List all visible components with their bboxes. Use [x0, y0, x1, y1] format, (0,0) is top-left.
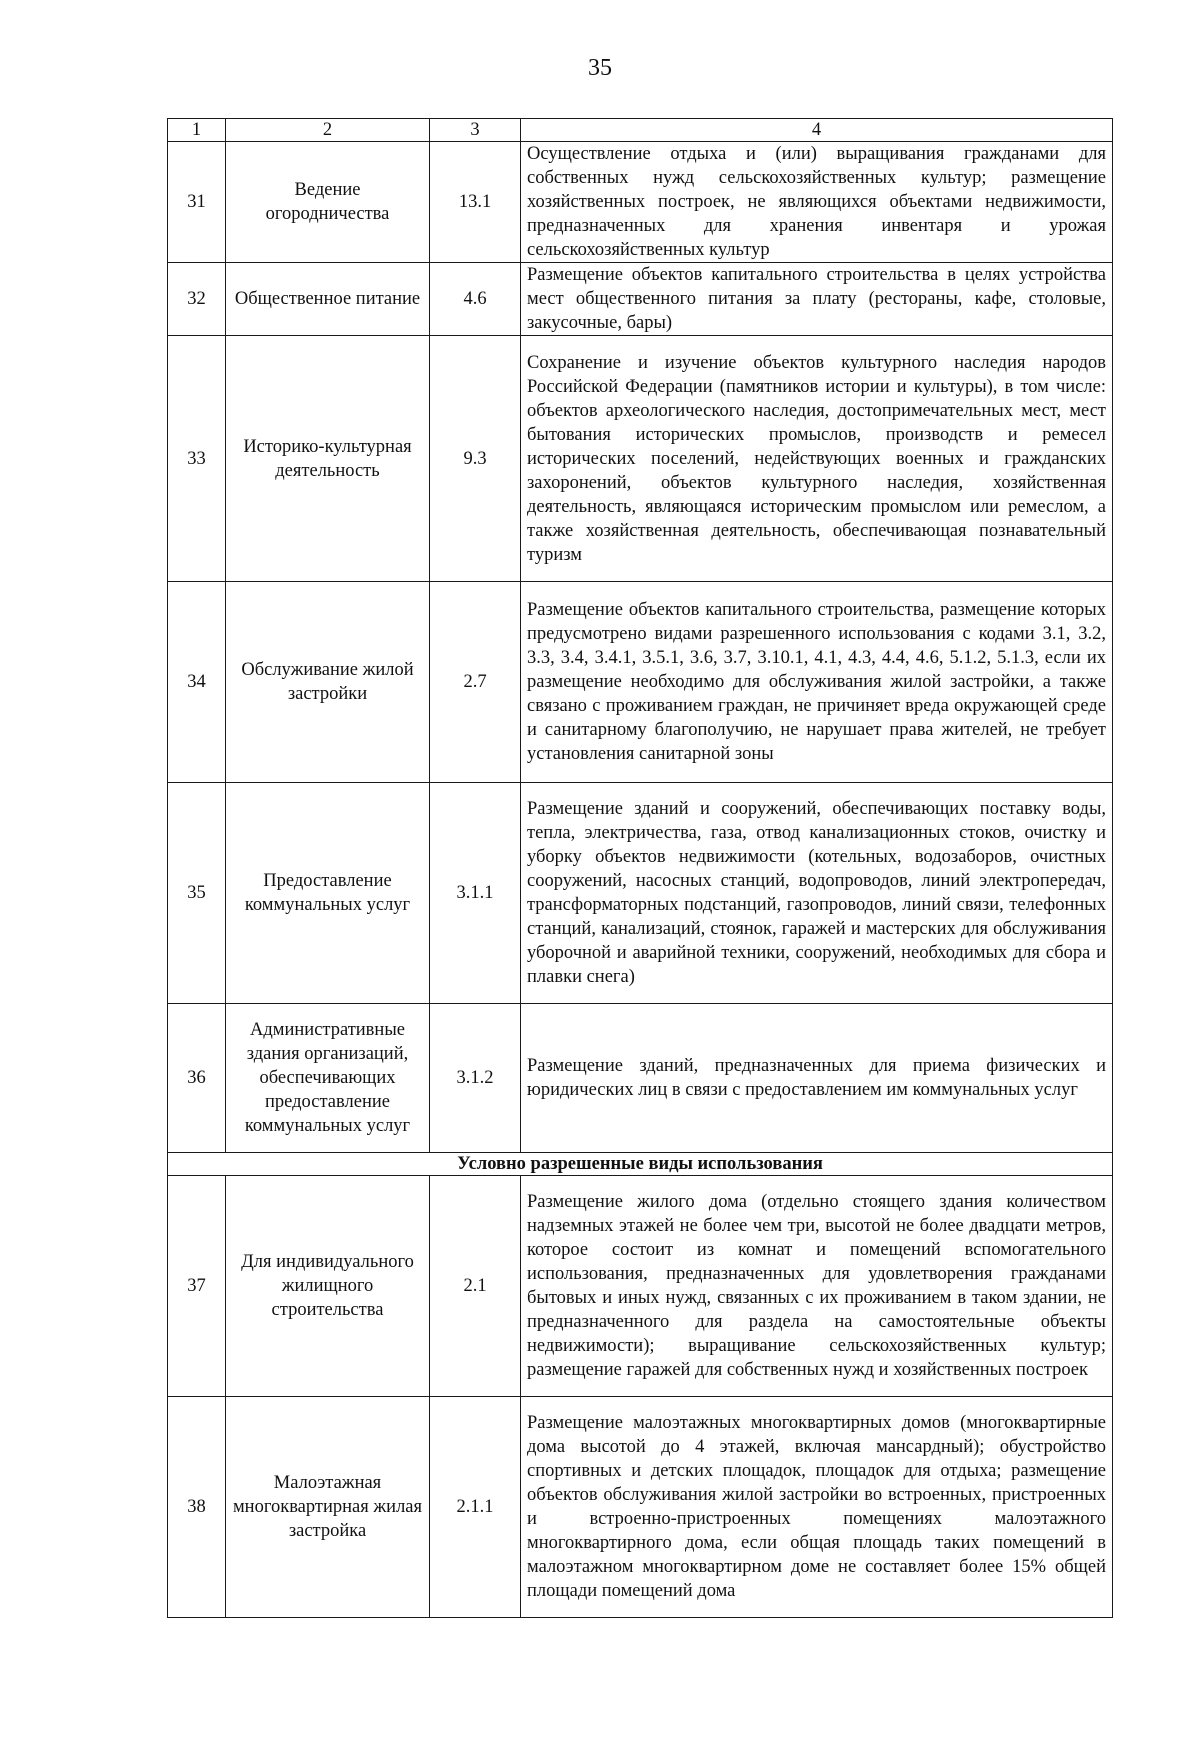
use-type-code: 9.3: [430, 336, 521, 582]
use-type-description: Размещение зданий и сооружений, обеспечивающих поставку воды, тепла, электричества, газа, отвод канализационных стоков, очистку и уборку объектов недвижимости (котельных, водозаборов, очистных сооружений, насосных станций, водопроводов, линий электропередач, трансформаторных подстанций, газопроводов, линий связи, телефонных станций, канализаций, стоянок, гаражей и мастерских для обслуживания уборочной и аварийной техники, сооружений, необходимых для сбора и плавки снега): [521, 783, 1113, 1004]
use-type-description: Размещение малоэтажных многоквартирных домов (многоквартирные дома высотой до 4 этажей, включая мансардный); обустройство спортивных и детских площадок, площадок для отдыха; размещение объектов обслуживания жилой застройки во встроенных, пристроенных и встроенно-пристроенных помещениях малоэтажного многоквартирного дома, если общая площадь таких помещений в малоэтажном многоквартирном доме не составляет более 15% общей площади помещений дома: [521, 1397, 1113, 1618]
table-row: [168, 263, 1113, 336]
use-type-name: Обслуживание жилой застройки: [226, 582, 430, 783]
use-type-description: Размещение жилого дома (отдельно стоящего здания количеством надземных этажей не более чем три, высотой не более двадцати метров, которое состоит из комнат и помещений вспомогательного использования, предназначенных для удовлетворения гражданами бытовых и иных нужд, связанных с их проживанием в таком здании, не предназначенного для раздела на самостоятельные объекты недвижимости); выращивание сельскохозяйственных культур; размещение гаражей для собственных нужд и хозяйственных построек: [521, 1176, 1113, 1397]
row-number: 38: [168, 1397, 226, 1618]
row-number: 32: [168, 263, 226, 336]
section-header-row: [168, 1153, 1113, 1176]
row-number: 34: [168, 582, 226, 783]
table-row: [168, 1004, 1113, 1153]
row-number: 36: [168, 1004, 226, 1153]
use-type-name: Для индивидуального жилищного строительства: [226, 1176, 430, 1397]
page-number: 35: [588, 55, 612, 81]
use-type-name: Историко-культурная деятельность: [226, 336, 430, 582]
use-type-code: 3.1.1: [430, 783, 521, 1004]
row-number: 33: [168, 336, 226, 582]
use-type-code: 2.1: [430, 1176, 521, 1397]
use-type-description: Размещение зданий, предназначенных для приема физических и юридических лиц в связи с предоставлением им коммунальных услуг: [521, 1004, 1113, 1153]
column-header-1: 1: [168, 119, 226, 142]
table-row: [168, 142, 1113, 263]
use-type-code: 3.1.2: [430, 1004, 521, 1153]
table-row: [168, 783, 1113, 1004]
column-header-2: 2: [226, 119, 430, 142]
use-type-description: Сохранение и изучение объектов культурного наследия народов Российской Федерации (памятников истории и культуры), в том числе: объектов археологического наследия, достопримечательных мест, мест бытования исторических промыслов, производств и ремесел исторических поселений, недействующих военных и гражданских захоронений, объектов культурного наследия, хозяйственная деятельность, являющаяся историческим промыслом или ремеслом, а также хозяйственная деятельность, обеспечивающая познавательный туризм: [521, 336, 1113, 582]
land-use-table: [167, 118, 1113, 1618]
use-type-description: Осуществление отдыха и (или) выращивания гражданами для собственных нужд сельскохозяйственных культур; размещение хозяйственных построек, не являющихся объектами недвижимости, предназначенных для хранения инвентаря и урожая сельскохозяйственных культур: [521, 142, 1113, 263]
use-type-code: 4.6: [430, 263, 521, 336]
use-type-description: Размещение объектов капитального строительства, размещение которых предусмотрено видами разрешенного использования с кодами 3.1, 3.2, 3.3, 3.4, 3.4.1, 3.5.1, 3.6, 3.7, 3.10.1, 4.1, 4.3, 4.4, 4.6, 5.1.2, 5.1.3, если их размещение необходимо для обслуживания жилой застройки, а также связано с проживанием граждан, не причиняет вреда окружающей среде и санитарному благополучию, не нарушает права жителей, не требует установления санитарной зоны: [521, 582, 1113, 783]
use-type-code: 13.1: [430, 142, 521, 263]
table-row: [168, 1176, 1113, 1397]
table-row: [168, 582, 1113, 783]
use-type-name: Малоэтажная многоквартирная жилая застройка: [226, 1397, 430, 1618]
use-type-name: Административные здания организаций, обеспечивающих предоставление коммунальных услуг: [226, 1004, 430, 1153]
row-number: 31: [168, 142, 226, 263]
use-type-code: 2.7: [430, 582, 521, 783]
use-type-name: Общественное питание: [226, 263, 430, 336]
table-header-row: [168, 119, 1113, 142]
row-number: 35: [168, 783, 226, 1004]
section-title: Условно разрешенные виды использования: [168, 1153, 1113, 1176]
column-header-4: 4: [521, 119, 1113, 142]
table-row: [168, 336, 1113, 582]
use-type-code: 2.1.1: [430, 1397, 521, 1618]
use-type-name: Ведение огородничества: [226, 142, 430, 263]
row-number: 37: [168, 1176, 226, 1397]
table-row: [168, 1397, 1113, 1618]
use-type-name: Предоставление коммунальных услуг: [226, 783, 430, 1004]
use-type-description: Размещение объектов капитального строительства в целях устройства мест общественного питания за плату (рестораны, кафе, столовые, закусочные, бары): [521, 263, 1113, 336]
column-header-3: 3: [430, 119, 521, 142]
